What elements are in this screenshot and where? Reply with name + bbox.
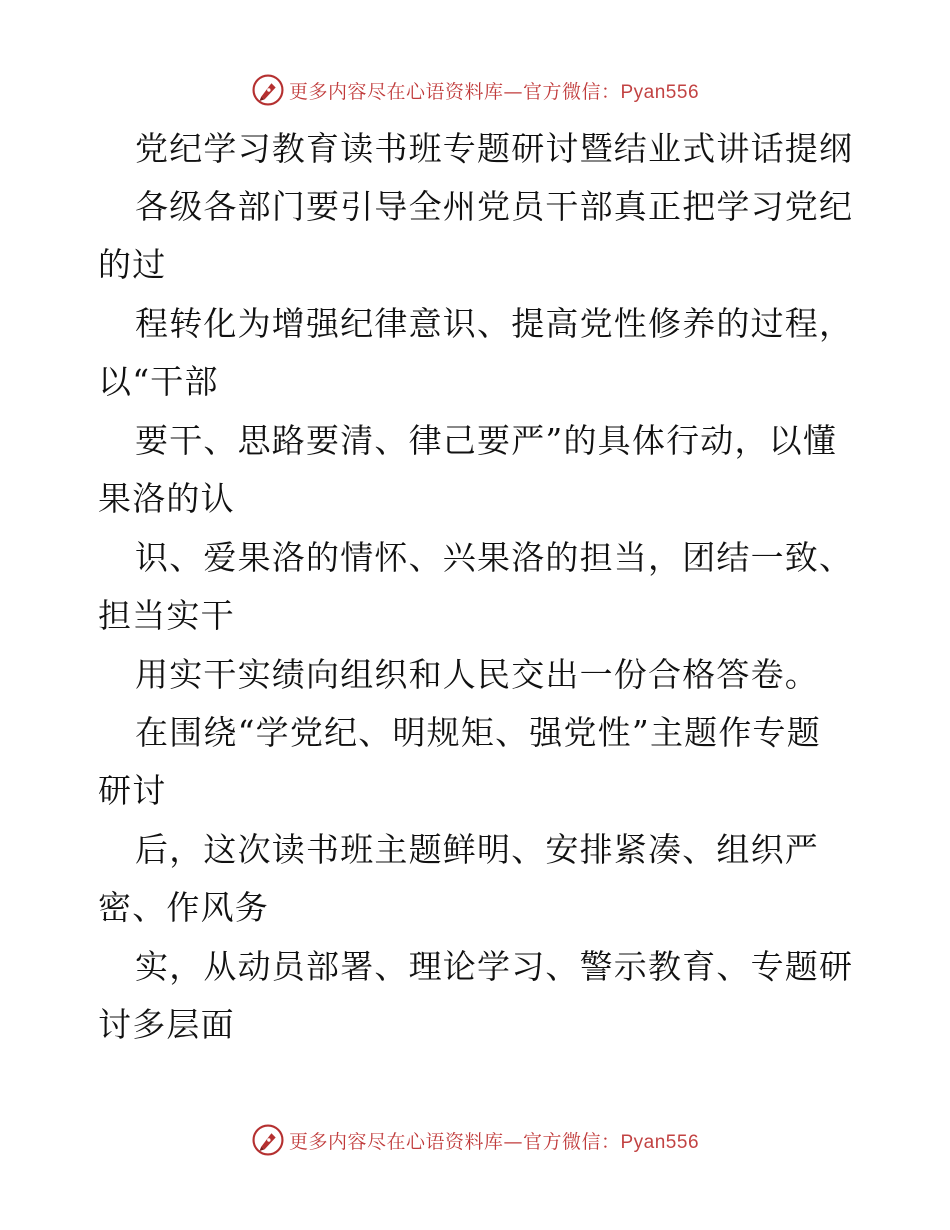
document-line-9: 担当实干 <box>98 596 235 635</box>
document-line-16: 讨多层面 <box>98 1005 235 1044</box>
document-line-8: 识、爱果洛的情怀、兴果洛的担当，团结一致、 <box>135 538 854 577</box>
watermark-label: 官方微信： <box>522 1130 621 1153</box>
watermark-brand: 更多内容尽在心语资料库 <box>288 1130 504 1153</box>
document-line-1: 党纪学习教育读书班专题研讨暨结业式讲话提纲 <box>135 129 854 168</box>
watermark-separator: — <box>503 80 523 103</box>
footer-watermark <box>0 1120 950 1160</box>
watermark-brand: 更多内容尽在心语资料库 <box>288 80 504 103</box>
document-line-4: 程转化为增强纪律意识、提高党性修养的过程， <box>135 304 854 343</box>
watermark-label: 官方微信： <box>522 80 621 103</box>
document-line-14: 密、作风务 <box>98 888 269 927</box>
document-line-13: 后，这次读书班主题鲜明、安排紧凑、组织严 <box>135 830 819 869</box>
watermark-wechat-id: Pyan556 <box>620 1131 700 1153</box>
watermark-text <box>289 77 699 104</box>
document-line-11: 在围绕“学党纪、明规矩、强党性”主题作专题 <box>135 713 821 752</box>
document-line-15: 实，从动员部署、理论学习、警示教育、专题研 <box>135 947 854 986</box>
watermark-content <box>251 73 699 107</box>
document-line-2: 各级各部门要引导全州党员干部真正把学习党纪 <box>135 187 854 226</box>
document-line-6: 要干、思路要清、律己要严”的具体行动，以懂 <box>135 421 838 460</box>
watermark-content <box>251 1123 699 1157</box>
pen-nib-logo-icon <box>251 1123 285 1157</box>
document-line-3: 的过 <box>98 245 167 284</box>
watermark-wechat-id: Pyan556 <box>620 81 700 103</box>
watermark-text <box>289 1127 699 1154</box>
document-line-10: 用实干实绩向组织和人民交出一份合格答卷。 <box>135 655 819 694</box>
document-line-7: 果洛的认 <box>98 479 235 518</box>
document-line-12: 研讨 <box>98 771 167 810</box>
pen-nib-logo-icon <box>251 73 285 107</box>
document-line-5: 以“干部 <box>98 362 219 401</box>
watermark-separator: — <box>503 1130 523 1153</box>
header-watermark <box>0 70 950 110</box>
